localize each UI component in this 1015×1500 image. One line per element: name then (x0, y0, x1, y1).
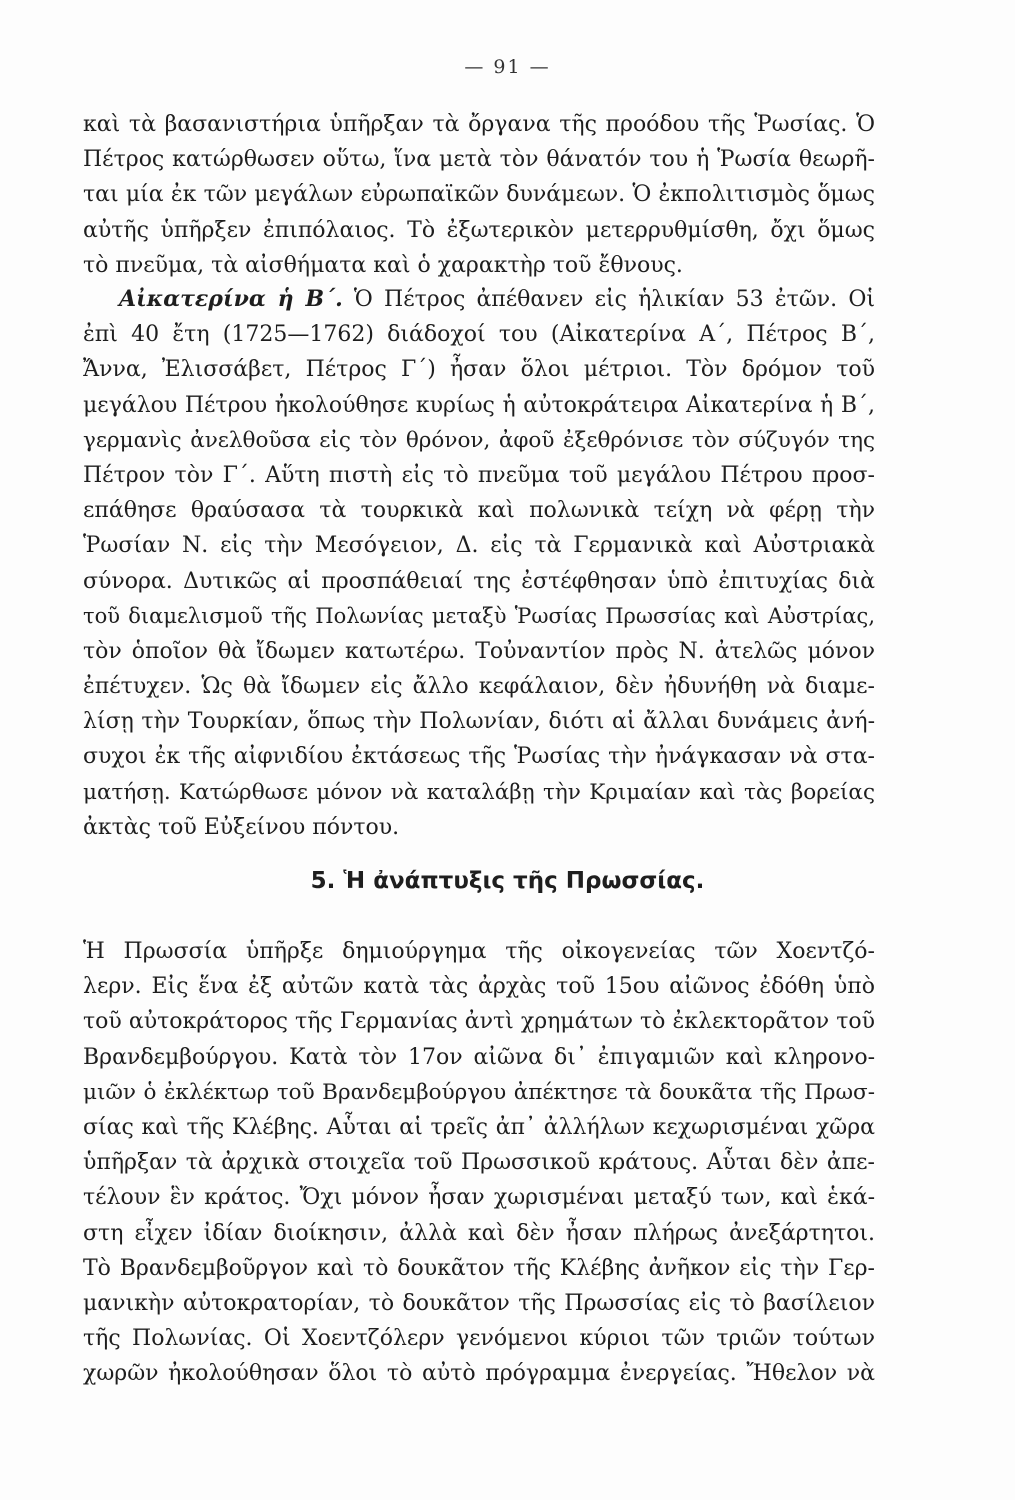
text-line: ἐπέτυχεν. Ὡς θὰ ἴδωμεν εἰς ἄλλο κεφάλαιον, δὲν ἠδυνήθη νὰ διαμε- (83, 674, 875, 700)
text-line: τῆς Πολωνίας. Οἱ Χοεντζόλερν γενόμενοι κύριοι τῶν τριῶν τούτων (83, 1326, 875, 1352)
text-line: μιῶν ὁ ἐκλέκτωρ τοῦ Βρανδεμβούργου ἀπέκτησε τὰ δουκᾶτα τῆς Πρωσ- (83, 1079, 875, 1105)
text-line: Ῥωσίαν Ν. εἰς τὴν Μεσόγειον, Δ. εἰς τὰ Γερμανικὰ καὶ Αὐστριακὰ (83, 533, 875, 559)
text-line: χωρῶν ἠκολούθησαν ὅλοι τὸ αὐτὸ πρόγραμμα ἐνεργείας. Ἤθελον νὰ (83, 1361, 875, 1387)
text-line: τοῦ διαμελισμοῦ τῆς Πολωνίας μεταξὺ Ῥωσίας Πρωσσίας καὶ Αὐστρίας, (83, 603, 875, 628)
text-line: Βρανδεμβούργου. Κατὰ τὸν 17ον αἰῶνα δι᾽ ἐπιγαμιῶν καὶ κληρονο- (83, 1044, 875, 1070)
text-line: ται μία ἐκ τῶν μεγάλων εὐρωπαϊκῶν δυνάμεων. Ὁ ἐκπολιτισμὸς ὅμως (83, 182, 875, 208)
text-line: ὑπῆρξαν τὰ ἀρχικὰ στοιχεῖα τοῦ Πρωσσικοῦ κράτους. Αὗται δὲν ἀπε- (83, 1150, 875, 1176)
text-line: ματήσῃ. Κατώρθωσε μόνον νὰ καταλάβῃ τὴν Κριμαίαν καὶ τὰς βορείας (83, 779, 875, 805)
text-line: γερμανὶς ἀνελθοῦσα εἰς τὸν θρόνον, ἀφοῦ ἐξεθρόνισε τὸν σύζυγόν της (83, 427, 875, 453)
text-line: μανικὴν αὐτοκρατορίαν, τὸ δουκᾶτον τῆς Πρωσσίας εἰς τὸ βασίλειον (83, 1290, 875, 1316)
text-line: καὶ τὰ βασανιστήρια ὑπῆρξαν τὰ ὄργανα τῆς προόδου τῆς Ῥωσίας. Ὁ (83, 112, 875, 137)
paragraph-peter-reforms (83, 107, 875, 283)
text-line: τὸν ὁποῖον θὰ ἴδωμεν κατωτέρω. Τοὐναντίον πρὸς Ν. ἀτελῶς μόνον (83, 638, 875, 664)
text-line: Πέτρον τὸν Γ΄. Αὕτη πιστὴ εἰς τὸ πνεῦμα τοῦ μεγάλου Πέτρου προσ- (83, 462, 875, 488)
text-line: στη εἶχεν ἰδίαν διοίκησιν, ἀλλὰ καὶ δὲν ἦσαν πλήρως ἀνεξάρτητοι. (83, 1220, 875, 1246)
text-line: Ἄννα, Ἐλισσάβετ, Πέτρος Γ΄) ἦσαν ὅλοι μέτριοι. Τὸν δρόμον τοῦ (83, 357, 875, 383)
text-line: τοῦ αὐτοκράτορος τῆς Γερμανίας ἀντὶ χρημάτων τὸ ἐκλεκτορᾶτον τοῦ (83, 1009, 875, 1035)
paragraph-first-line-text: Ὁ Πέτρος ἀπέθανεν εἰς ἡλικίαν 53 ἐτῶν. Οἱ (353, 287, 875, 312)
text-line: Πέτρος κατώρθωσεν οὕτω, ἵνα μετὰ τὸν θάνατόν του ἡ Ῥωσία θεωρῆ- (83, 147, 875, 173)
text-line: λίσῃ τὴν Τουρκίαν, ὅπως τὴν Πολωνίαν, διότι αἱ ἄλλαι δυνάμεις ἀνή- (83, 709, 875, 735)
text-line: λερν. Εἰς ἕνα ἐξ αὐτῶν κατὰ τὰς ἀρχὰς τοῦ 15ου αἰῶνος ἐδόθη ὑπὸ (83, 974, 875, 1000)
section-heading: 5. Ἡ ἀνάπτυξις τῆς Πρωσσίας. (310, 868, 705, 894)
text-line: σίας καὶ τῆς Κλέβης. Αὗται αἱ τρεῖς ἀπ᾽ ἀλλήλων κεχωρισμέναι χῶρα (83, 1114, 875, 1140)
paragraph-catherine-ii (83, 282, 875, 845)
text-line: ἀκτὰς τοῦ Εὐξείνου πόντου. (83, 814, 400, 840)
text-line: Ἡ Πρωσσία ὑπῆρξε δημιούργημα τῆς οἰκογενείας τῶν Χοεντζό- (83, 939, 875, 964)
paragraph-heading: Αἰκατερίνα ἡ Β΄. (119, 286, 343, 312)
text-line: επάθησε θραύσασα τὰ τουρκικὰ καὶ πολωνικὰ τείχη νὰ φέρῃ τὴν (83, 498, 875, 524)
text-line-first (83, 282, 875, 317)
text-line: αὐτῆς ὑπῆρξεν ἐπιπόλαιος. Τὸ ἐξωτερικὸν μετερρυθμίσθη, ὄχι ὅμως (83, 217, 875, 243)
text-line: μεγάλου Πέτρου ἠκολούθησε κυρίως ἡ αὐτοκράτειρα Αἰκατερίνα ἡ Β΄, (83, 392, 875, 418)
text-line: ἐπὶ 40 ἔτη (1725—1762) διάδοχοί του (Αἰκατερίνα Α΄, Πέτρος Β΄, (83, 322, 875, 348)
text-line: συχοι ἐκ τῆς αἰφνιδίου ἐκτάσεως τῆς Ῥωσίας τὴν ἠνάγκασαν νὰ στα- (83, 744, 875, 770)
text-line: τέλουν ἓν κράτος. Ὄχι μόνον ἦσαν χωρισμέναι μεταξύ των, καὶ ἑκά- (83, 1185, 875, 1211)
text-line: τὸ πνεῦμα, τὰ αἰσθήματα καὶ ὁ χαρακτὴρ τοῦ ἔθνους. (83, 252, 683, 278)
text-line: σύνορα. Δυτικῶς αἱ προσπάθειαί της ἐστέφθησαν ὑπὸ ἐπιτυχίας διὰ (83, 568, 875, 594)
paragraph-prussia (83, 934, 875, 1391)
page-number: — 91 — (464, 56, 551, 78)
text-line: Τὸ Βρανδεμβοῦργον καὶ τὸ δουκᾶτον τῆς Κλέβης ἀνῆκον εἰς τὴν Γερ- (83, 1255, 875, 1281)
